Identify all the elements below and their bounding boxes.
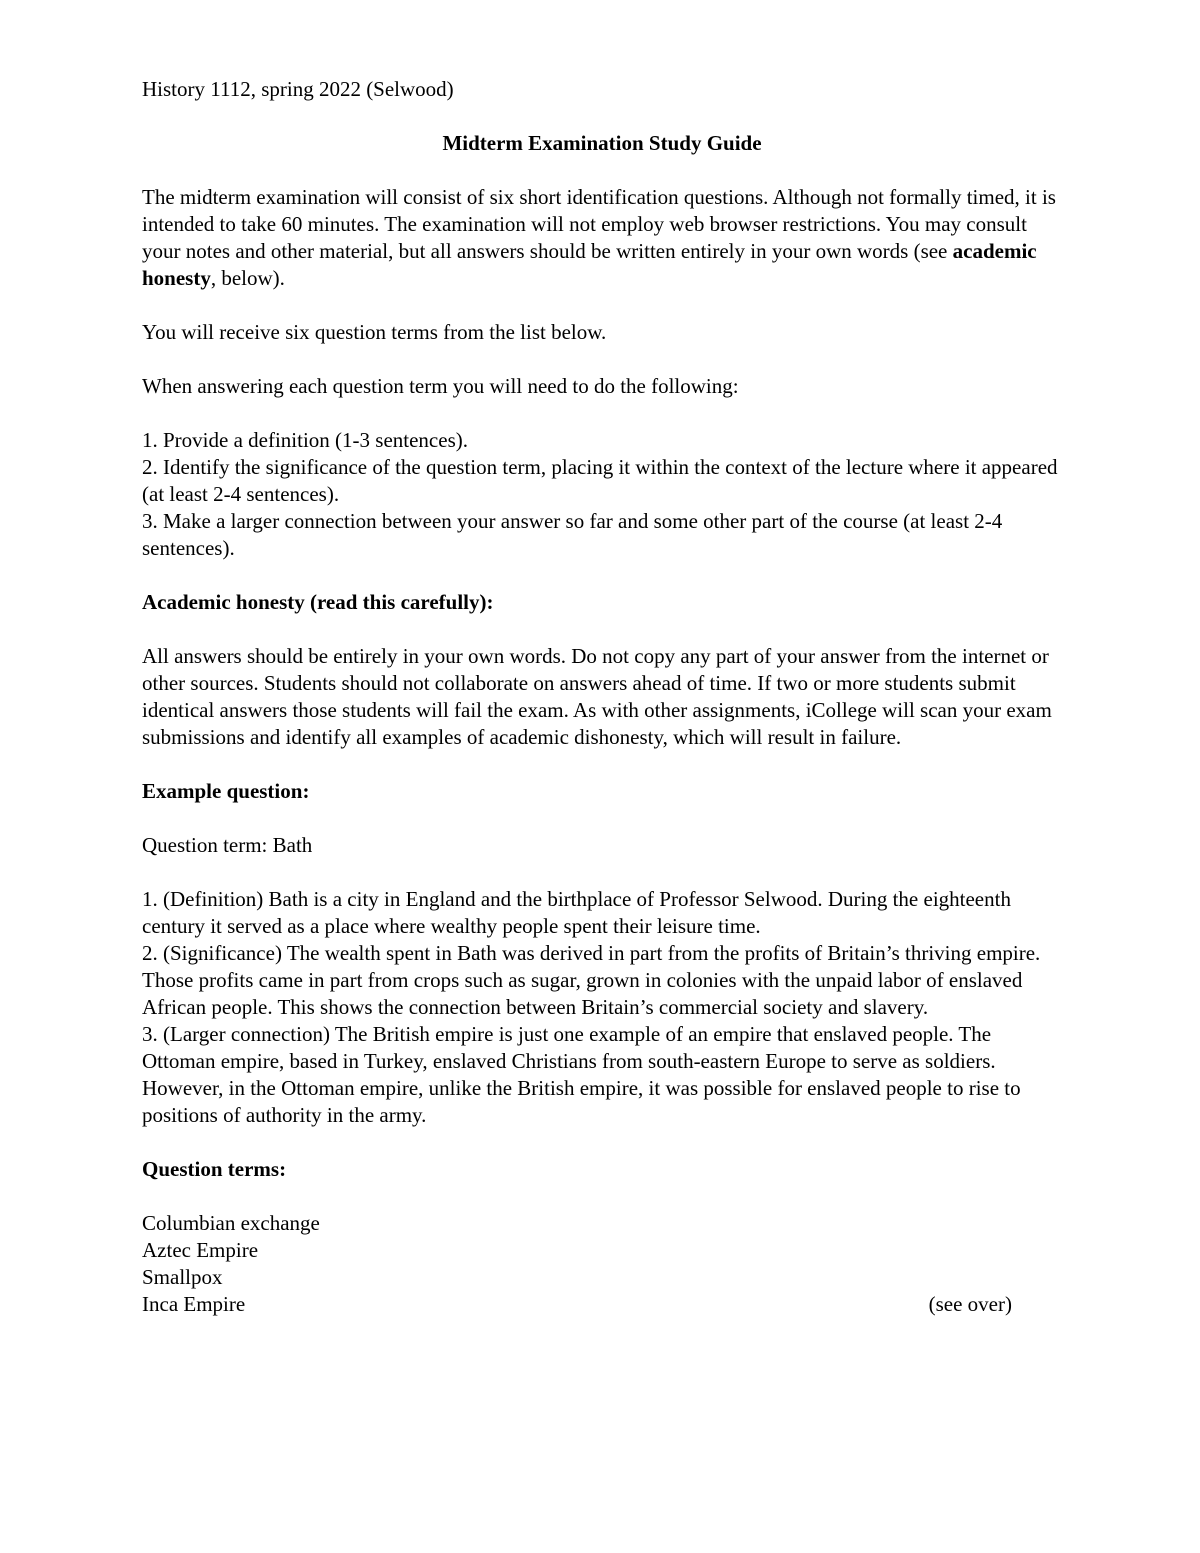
see-over-note: (see over) (928, 1292, 1012, 1316)
question-term-item: Inca Empire (142, 1292, 246, 1316)
intro-paragraph (142, 184, 1062, 292)
instruction-step-1: 1. Provide a definition (1-3 sentences). (142, 428, 468, 452)
course-header: History 1112, spring 2022 (Selwood) (142, 77, 454, 101)
example-answers (142, 886, 1062, 1129)
document-page (142, 76, 1062, 1318)
question-term-item: Aztec Empire (142, 1238, 259, 1262)
intro-text-end: , below). (210, 266, 285, 290)
intro-text-start: The midterm examination will consist of six short identification questions. Although not formally timed, it is intended to take 60 minutes. The examination will not employ web browser restrictions. You may consult your notes and other material, but all answers should be written entirely in your own words (see (142, 185, 1056, 263)
question-term-last-row (142, 1291, 1012, 1318)
academic-honesty-heading: Academic honesty (read this carefully): (142, 590, 494, 614)
question-term-item: Columbian exchange (142, 1211, 320, 1235)
page-title: Midterm Examination Study Guide (442, 131, 762, 155)
intro-bold-term: academic honesty (142, 239, 1037, 290)
instruction-step-2: 2. Identify the significance of the question term, placing it within the context of the lecture where it appeared (at least 2-4 sentences). (142, 455, 1058, 506)
instructions-lead: When answering each question term you will need to do the following: (142, 374, 739, 398)
academic-honesty-body: All answers should be entirely in your own words. Do not copy any part of your answer from the internet or other sources. Students should not collaborate on answers ahead of time. If two or more students submit identical answers those students will fail the exam. As with other assignments, iCollege will scan your exam submissions and identify all examples of academic dishonesty, which will result in failure. (142, 644, 1052, 749)
example-answer-definition: 1. (Definition) Bath is a city in England and the birthplace of Professor Selwood. During the eighteenth century it served as a place where wealthy people spent their leisure time. (142, 887, 1011, 938)
question-term-item: Smallpox (142, 1265, 223, 1289)
question-terms-list (142, 1210, 1062, 1318)
example-answer-connection: 3. (Larger connection) The British empire is just one example of an empire that enslaved people. The Ottoman empire, based in Turkey, enslaved Christians from south-eastern Europe to serve as soldiers. However, in the Ottoman empire, unlike the British empire, it was possible for enslaved people to rise to positions of authority in the army. (142, 1022, 1021, 1127)
receive-line: You will receive six question terms from the list below. (142, 320, 607, 344)
example-term-line: Question term: Bath (142, 833, 313, 857)
example-heading: Example question: (142, 779, 310, 803)
example-answer-significance: 2. (Significance) The wealth spent in Bath was derived in part from the profits of Britain’s thriving empire. Those profits came in part from crops such as sugar, grown in colonies with the unpaid labor of enslaved African people. This shows the connection between Britain’s commercial society and slavery. (142, 941, 1041, 1019)
question-terms-heading: Question terms: (142, 1157, 287, 1181)
instruction-step-3: 3. Make a larger connection between your answer so far and some other part of the course (at least 2-4 sentences). (142, 509, 1003, 560)
instructions-steps (142, 427, 1062, 562)
